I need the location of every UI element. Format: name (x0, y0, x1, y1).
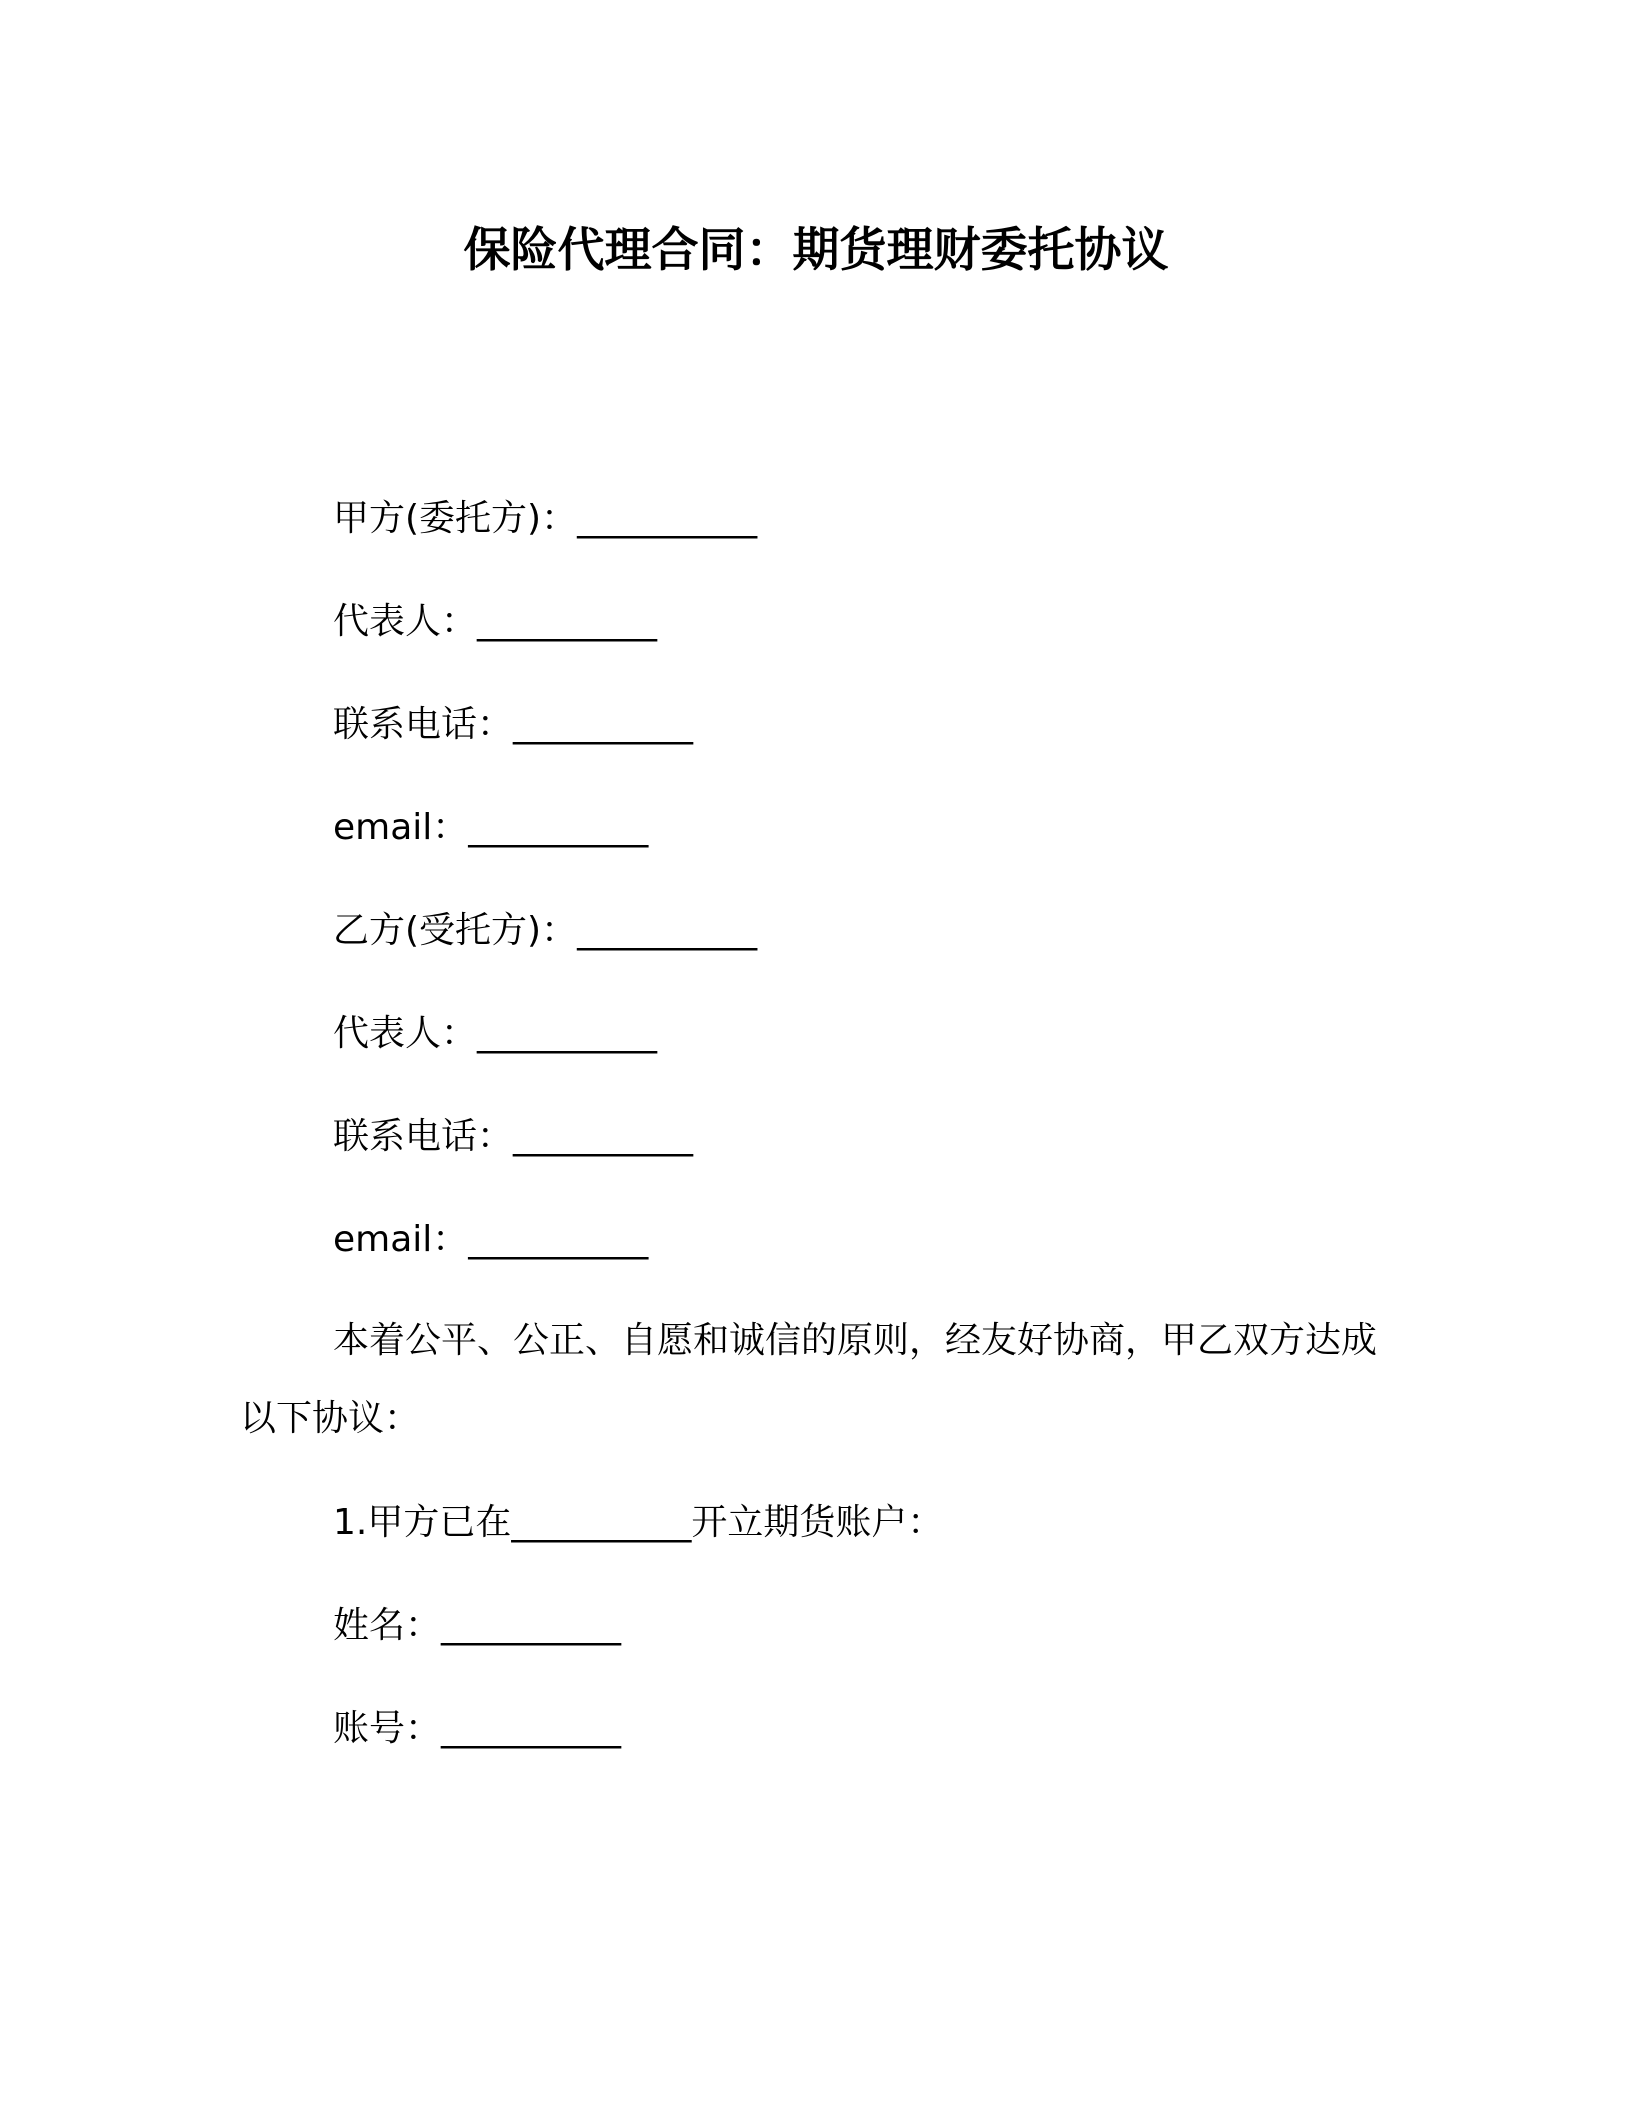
party-b-representative: 代表人：__________ (333, 1013, 658, 1054)
party-a-representative: 代表人：__________ (333, 601, 658, 642)
intro-paragraph: 本着公平、公正、自愿和诚信的原则，经友好协商，甲乙双方达成以下协议： (240, 1320, 1378, 1439)
party-b-email: email：__________ (333, 1219, 649, 1260)
clause-1-account: 账号：__________ (333, 1708, 622, 1749)
party-a-phone: 联系电话：__________ (333, 704, 694, 745)
party-a-email: email：__________ (333, 807, 649, 848)
clause-1-text: 1.甲方已在__________开立期货账户： (333, 1502, 944, 1543)
document-title: 保险代理合同：期货理财委托协议 (463, 223, 1169, 278)
party-a-name: 甲方(委托方)：__________ (333, 498, 758, 539)
party-b-name: 乙方(受托方)：__________ (333, 910, 758, 951)
clause-1-name: 姓名：__________ (333, 1605, 622, 1646)
party-b-phone: 联系电话：__________ (333, 1116, 694, 1157)
